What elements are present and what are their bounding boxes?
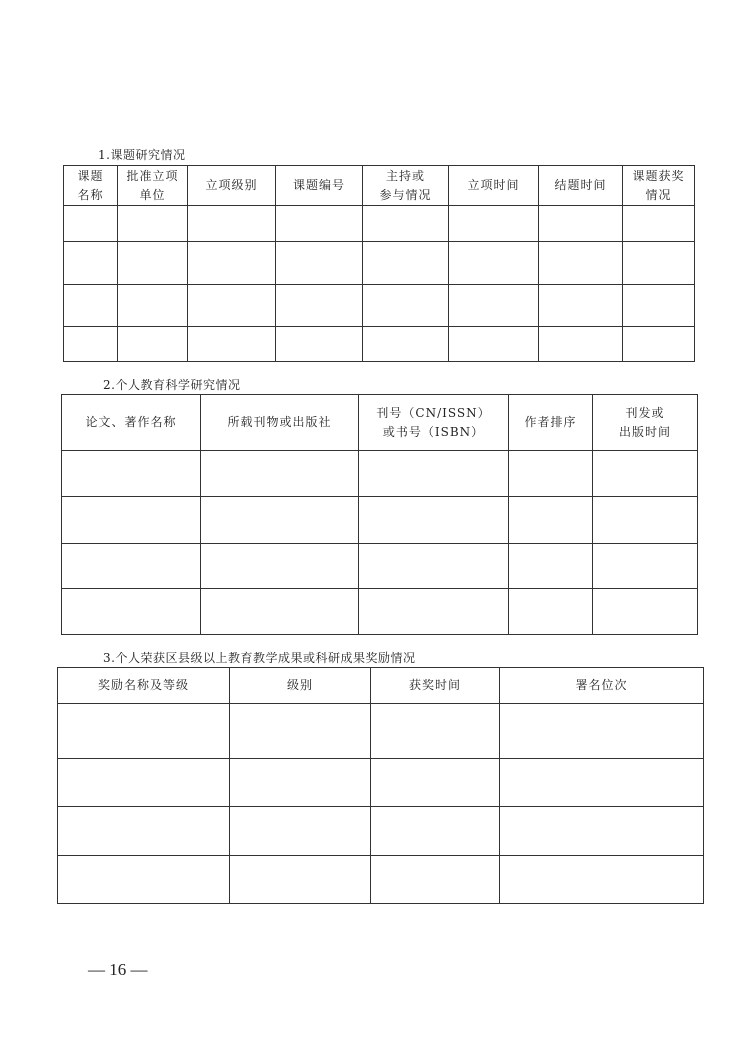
table-cell[interactable] — [623, 327, 695, 362]
table-cell[interactable] — [62, 544, 201, 589]
research-project-table — [63, 165, 695, 362]
column-header-line: 立项时间 — [467, 178, 520, 192]
table-cell[interactable] — [118, 206, 188, 242]
table-cell[interactable] — [500, 807, 704, 856]
column-header — [276, 166, 363, 206]
column-header — [359, 395, 509, 451]
table-cell[interactable] — [449, 242, 539, 285]
table-cell[interactable] — [593, 589, 698, 635]
column-header-line: 获奖时间 — [408, 678, 461, 692]
column-header — [593, 395, 698, 451]
column-header-line: 作者排序 — [524, 415, 577, 429]
table-cell[interactable] — [230, 759, 371, 807]
table-cell[interactable] — [539, 285, 623, 327]
table-cell[interactable] — [371, 856, 500, 904]
table-cell[interactable] — [371, 759, 500, 807]
column-header-line: 出版时间 — [618, 424, 671, 439]
column-header-line: 参与情况 — [379, 187, 432, 202]
award-table — [57, 667, 704, 904]
column-header — [449, 166, 539, 206]
table-cell[interactable] — [509, 589, 593, 635]
table-cell[interactable] — [62, 451, 201, 497]
column-header-line: 级别 — [286, 678, 313, 692]
table-cell[interactable] — [500, 704, 704, 759]
column-header-line: 所载刊物或出版社 — [227, 415, 332, 429]
column-header — [500, 668, 704, 704]
table-cell[interactable] — [201, 544, 359, 589]
table-cell[interactable] — [62, 497, 201, 544]
section2-title: 2.个人教育科学研究情况 — [103, 378, 241, 392]
table-row — [62, 544, 698, 589]
column-header — [188, 166, 276, 206]
table-cell[interactable] — [230, 856, 371, 904]
table-cell[interactable] — [449, 206, 539, 242]
table-cell[interactable] — [118, 242, 188, 285]
column-header-line: 论文、著作名称 — [85, 415, 177, 429]
table-cell[interactable] — [449, 327, 539, 362]
table-cell[interactable] — [276, 327, 363, 362]
table-cell[interactable] — [539, 327, 623, 362]
table-cell[interactable] — [64, 327, 118, 362]
column-header-line: 课题编号 — [292, 178, 345, 192]
table-cell[interactable] — [64, 206, 118, 242]
table-cell[interactable] — [64, 242, 118, 285]
table-row — [64, 206, 695, 242]
table-cell[interactable] — [593, 451, 698, 497]
column-header — [201, 395, 359, 451]
column-header — [371, 668, 500, 704]
table-row — [58, 807, 704, 856]
table-cell[interactable] — [363, 285, 449, 327]
table-cell[interactable] — [276, 242, 363, 285]
table-cell[interactable] — [363, 242, 449, 285]
column-header — [509, 395, 593, 451]
table-cell[interactable] — [371, 704, 500, 759]
table-cell[interactable] — [593, 544, 698, 589]
table-cell[interactable] — [500, 856, 704, 904]
column-header — [230, 668, 371, 704]
column-header-line: 课题 — [77, 168, 104, 183]
table-cell[interactable] — [363, 206, 449, 242]
table-cell[interactable] — [359, 544, 509, 589]
column-header-line: 刊发或 — [625, 405, 665, 420]
table-cell[interactable] — [64, 285, 118, 327]
column-header-line: 刊号（CN/ISSN） — [376, 405, 491, 420]
column-header-line: 批准立项 — [126, 168, 179, 183]
table-cell[interactable] — [201, 497, 359, 544]
column-header-line: 课题获奖 — [632, 168, 685, 183]
column-header — [623, 166, 695, 206]
column-header-line: 情况 — [645, 187, 672, 202]
table-cell[interactable] — [371, 807, 500, 856]
table-cell[interactable] — [58, 704, 230, 759]
header-row — [64, 166, 695, 206]
column-header-line: 单位 — [139, 187, 166, 202]
table-cell[interactable] — [449, 285, 539, 327]
table-row — [58, 704, 704, 759]
column-header — [58, 668, 230, 704]
table-cell[interactable] — [509, 497, 593, 544]
table-cell[interactable] — [201, 451, 359, 497]
header-row — [62, 395, 698, 451]
table-cell[interactable] — [593, 497, 698, 544]
column-header-line: 或书号（ISBN） — [382, 424, 485, 439]
column-header-line: 奖励名称及等级 — [97, 678, 189, 692]
table-cell[interactable] — [62, 589, 201, 635]
column-header — [363, 166, 449, 206]
table-cell[interactable] — [188, 206, 276, 242]
section1-title: 1.课题研究情况 — [98, 148, 186, 162]
table-cell[interactable] — [363, 327, 449, 362]
column-header-line: 主持或 — [385, 168, 425, 183]
table-cell[interactable] — [500, 759, 704, 807]
table-cell[interactable] — [539, 242, 623, 285]
table-cell[interactable] — [359, 589, 509, 635]
table-row — [64, 285, 695, 327]
table-cell[interactable] — [58, 807, 230, 856]
column-header — [118, 166, 188, 206]
table-cell[interactable] — [188, 285, 276, 327]
table-cell[interactable] — [359, 497, 509, 544]
table-cell[interactable] — [276, 285, 363, 327]
column-header-line: 结题时间 — [554, 178, 607, 192]
table-cell[interactable] — [276, 206, 363, 242]
section3-title: 3.个人荣获区县级以上教育教学成果或科研成果奖励情况 — [103, 651, 416, 665]
table-cell[interactable] — [58, 759, 230, 807]
table-row — [58, 759, 704, 807]
table-cell[interactable] — [230, 704, 371, 759]
table-cell[interactable] — [509, 451, 593, 497]
column-header — [64, 166, 118, 206]
table-cell[interactable] — [623, 206, 695, 242]
education-research-table — [61, 394, 698, 635]
table-cell[interactable] — [623, 285, 695, 327]
table-row — [64, 242, 695, 285]
table-row — [58, 856, 704, 904]
page-number: — 16 — — [88, 960, 148, 979]
table-cell[interactable] — [359, 451, 509, 497]
table-cell[interactable] — [58, 856, 230, 904]
table-cell[interactable] — [201, 589, 359, 635]
column-header-line: 署名位次 — [575, 678, 628, 692]
table-cell[interactable] — [188, 242, 276, 285]
table-cell[interactable] — [509, 544, 593, 589]
column-header-line: 立项级别 — [205, 178, 258, 192]
table-row — [62, 451, 698, 497]
table-cell[interactable] — [230, 807, 371, 856]
table-row — [64, 327, 695, 362]
table-cell[interactable] — [623, 242, 695, 285]
column-header-line: 名称 — [77, 187, 104, 202]
table-row — [62, 589, 698, 635]
table-cell[interactable] — [118, 327, 188, 362]
table-cell[interactable] — [539, 206, 623, 242]
column-header — [62, 395, 201, 451]
column-header — [539, 166, 623, 206]
table-cell[interactable] — [188, 327, 276, 362]
table-row — [62, 497, 698, 544]
header-row — [58, 668, 704, 704]
table-cell[interactable] — [118, 285, 188, 327]
